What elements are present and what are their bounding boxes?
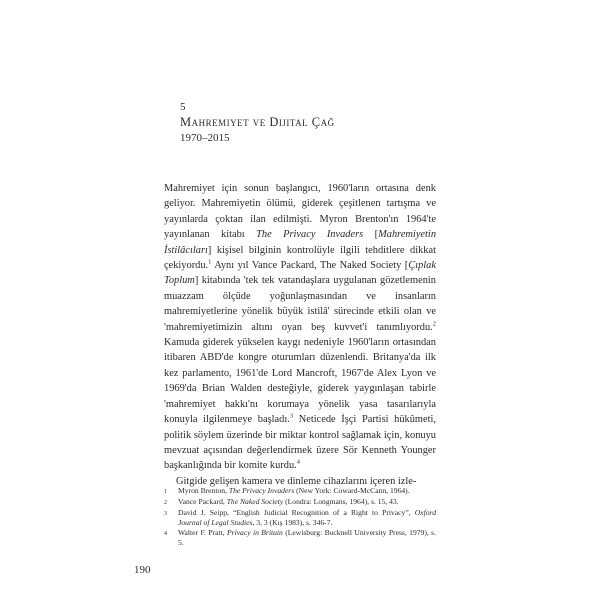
footnote-author: Vance Packard, xyxy=(178,497,227,506)
footnote-title: Oxford Journal of Legal Studies xyxy=(178,508,436,527)
footnote-publication: (Londra: Longmans, 1964), s. 15, 43. xyxy=(283,497,399,506)
book-title-en: The Privacy Invaders xyxy=(256,229,364,241)
book-title-tr: Çıplak Toplum xyxy=(164,260,436,287)
footnote-text xyxy=(178,497,436,507)
footnote-publication: (Lewisburg: Bucknell University Press, 1979), s. 5. xyxy=(178,528,437,547)
footnote-author: David J. Seipp, “English Judicial Recognition of a Right to Privacy”, xyxy=(178,508,415,517)
footnote xyxy=(164,508,436,528)
chapter-heading xyxy=(180,100,335,145)
footnotes xyxy=(164,486,436,548)
footnote-title: The Privacy Invaders xyxy=(228,486,295,495)
footnote-ref-2[interactable]: 2 xyxy=(432,320,436,328)
chapter-number: 5 xyxy=(180,101,186,113)
page-number: 190 xyxy=(134,564,151,576)
body-text xyxy=(164,181,436,489)
footnote-number: 3 xyxy=(164,511,167,517)
footnote-publication: , 3, 3 (Kış 1983), s. 346-7. xyxy=(252,518,333,527)
text-run: Aynı yıl Vance Packard, The Naked Society [ xyxy=(211,260,409,272)
footnote-ref-1[interactable]: 1 xyxy=(208,258,212,266)
text-run: Neticede İşçi Partisi hükûmeti, politik söylem üzerinde bir miktar kontrol sağlamak için, konuyu mevzuat açısından değerlendirmek üzere Sör Kenneth Younger başkanlığında bir komite kurdu. xyxy=(164,414,436,472)
footnote-ref-3[interactable]: 3 xyxy=(289,412,294,420)
footnote-number: 1 xyxy=(164,489,167,495)
book-title-tr: Mahremiyetin İstilâcıları xyxy=(164,229,437,256)
footnote-text xyxy=(178,528,436,548)
footnote-number: 2 xyxy=(164,500,167,506)
footnote-text xyxy=(178,508,436,528)
footnote-author: Walter F. Pratt, xyxy=(178,528,227,537)
text-run: [ xyxy=(363,229,379,241)
footnote-text xyxy=(178,486,436,496)
footnote-publication: (New York: Coward-McCann, 1964). xyxy=(294,486,410,495)
footnote-title: The Naked Society xyxy=(226,497,284,506)
chapter-title: Mahremiyet ve Dijital Çağ xyxy=(180,115,335,129)
paragraph-1 xyxy=(164,181,436,474)
text-run: Kamuda giderek yükselen kaygı nedeniyle 1960'ların ortasından itibaren ABD'de kongre oturumları düzenlendi. Britanya'da ilk kez parlamento, 1961'de Lord Mancroft, 1967'de Alex Lyon ve 1969'da Brian Walden desteğiyle, giderek yaygınlaşan tabirle 'mahremiyet hakkı'nı korumaya yönelik yasa tasarılarıyla konuyla ilgilenmeye başladı. xyxy=(164,337,436,426)
footnote-title: Privacy in Britain xyxy=(226,528,283,537)
text-run: Mahremiyet için sonun başlangıcı, 1960'ların ortasına denk geliyor. Mahremiyetin ölümü, giderek çeşitlenen tartışma ve yayınlarda çoktan ilan edilmişti. Myron Brenton'ın 1964'te yayınlanan kitabı xyxy=(164,183,436,241)
text-run: ] kitabında 'tek tek vatandaşlara uygulanan gözetlemenin muazzam ölçüde yoğunlaşmasından ve insanların mahremiyetlerine yönelik büyük istilâ' sürecinde etkili olan ve 'mahremiyetimizin altını oyan beş kuvvet'i tanımlıyordu. xyxy=(164,275,436,333)
footnote-ref-4[interactable]: 4 xyxy=(296,458,300,466)
paragraph-2: Gitgide gelişen kamera ve dinleme cihazlarını içeren izle- xyxy=(176,475,417,487)
text-run: ] kişisel bilginin kontrolüyle ilgili tehditlere dikkat çekiyordu. xyxy=(164,244,436,272)
chapter-years: 1970–2015 xyxy=(180,132,230,144)
footnote-number: 4 xyxy=(164,531,167,537)
footnote-author: Myron Brenton, xyxy=(178,486,229,495)
footnote xyxy=(164,486,436,497)
footnote xyxy=(164,528,436,548)
footnote xyxy=(164,497,436,508)
